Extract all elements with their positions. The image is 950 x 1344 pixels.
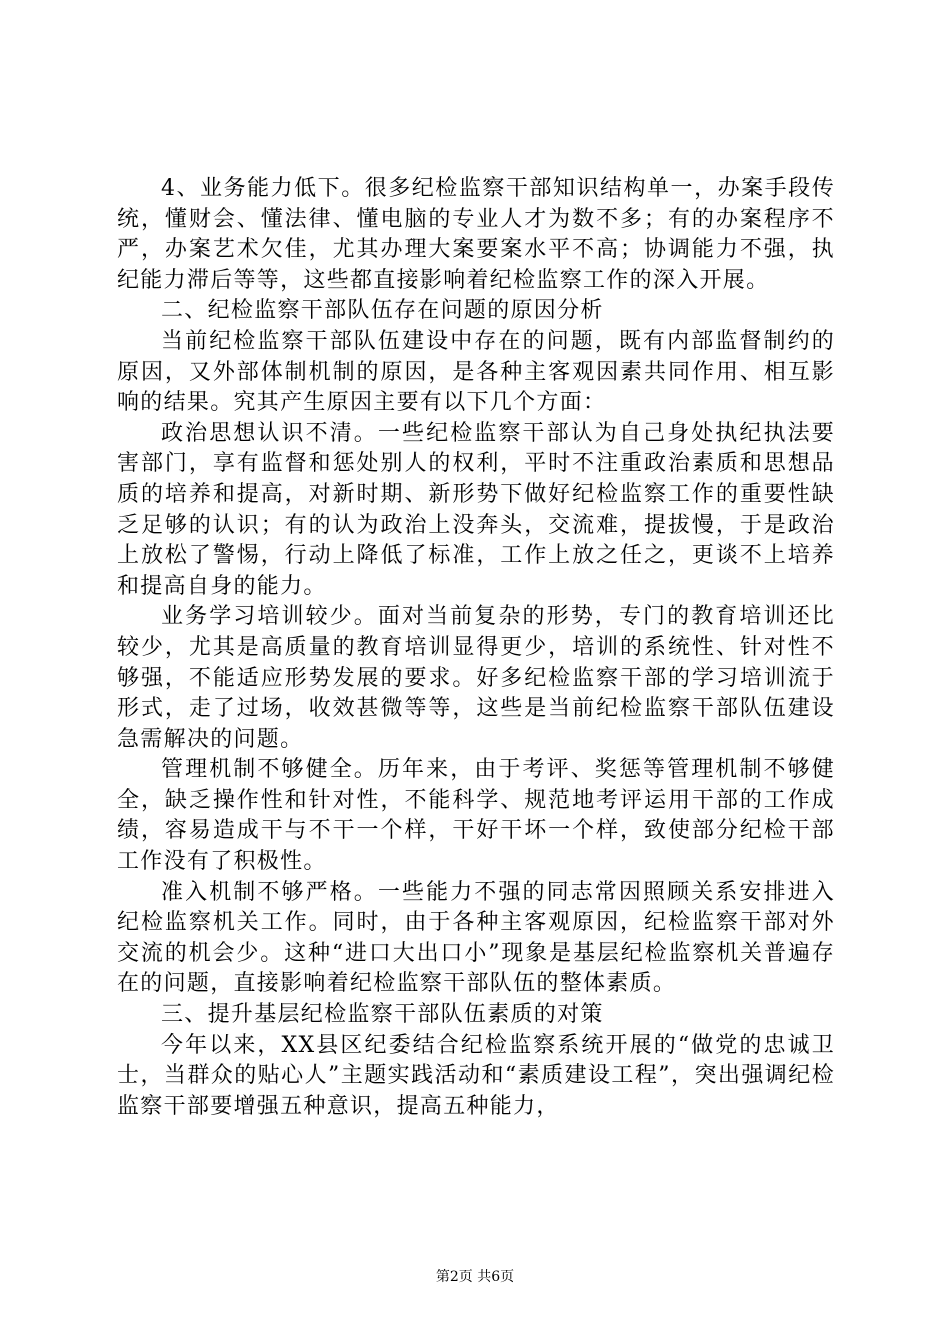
paragraph-business-ability: 4、业务能力低下。很多纪检监察干部知识结构单一，办案手段传统，懂财会、懂法律、懂电脑的专业人才为数不多；有的办案程序不严，办案艺术欠佳，尤其办理大案要案水平不高；协调能力不强，执纪能力滞后等等，这些都直接影响着纪检监察工作的深入开展。 — [117, 176, 835, 293]
paragraph-causes-intro: 当前纪检监察干部队伍建设中存在的问题，既有内部监督制约的原因，又外部体制机制的原因，是各种主客观因素共同作用、相互影响的结果。究其产生原因主要有以下几个方面： — [117, 328, 835, 416]
document-body — [117, 174, 835, 1122]
section-heading-causes: 二、纪检监察干部队伍存在问题的原因分析 — [161, 298, 604, 324]
paragraph-political-awareness: 政治思想认识不清。一些纪检监察干部认为自己身处执纪执法要害部门，享有监督和惩处别人的权利，平时不注重政治素质和思想品质的培养和提高，对新时期、新形势下做好纪检监察工作的重要性缺乏足够的认识；有的认为政治上没奔头，交流难，提拔慢，于是政治上放松了警惕，行动上降低了标准，工作上放之任之，更谈不上培养和提高自身的能力。 — [117, 420, 835, 599]
section-heading-countermeasures: 三、提升基层纪检监察干部队伍素质的对策 — [161, 1002, 604, 1028]
page-number: 第2页 共6页 — [435, 1269, 515, 1285]
paragraph-training: 业务学习培训较少。面对当前复杂的形势，专门的教育培训还比较少，尤其是高质量的教育培训显得更少，培训的系统性、针对性不够强，不能适应形势发展的要求。好多纪检监察干部的学习培训流于形式，走了过场，收效甚微等等，这些是当前纪检监察干部队伍建设急需解决的问题。 — [117, 604, 835, 752]
paragraph-entry-mechanism: 准入机制不够严格。一些能力不强的同志常因照顾关系安排进入纪检监察机关工作。同时，由于各种主客观原因，纪检监察干部对外交流的机会少。这种“进口大出口小”现象是基层纪检监察机关普遍存在的问题，直接影响着纪检监察干部队伍的整体素质。 — [117, 879, 835, 997]
paragraph-management: 管理机制不够健全。历年来，由于考评、奖惩等管理机制不够健全，缺乏操作性和针对性，不能科学、规范地考评运用干部的工作成绩，容易造成干与不干一个样，干好干坏一个样，致使部分纪检干部工作没有了积极性。 — [117, 757, 835, 875]
page-footer — [0, 1266, 950, 1286]
paragraph-this-year: 今年以来，XX县区纪委结合纪检监察系统开展的“做党的忠诚卫士，当群众的贴心人”主题实践活动和“素质建设工程”，突出强调纪检监察干部要增强五种意识，提高五种能力， — [117, 1032, 835, 1119]
